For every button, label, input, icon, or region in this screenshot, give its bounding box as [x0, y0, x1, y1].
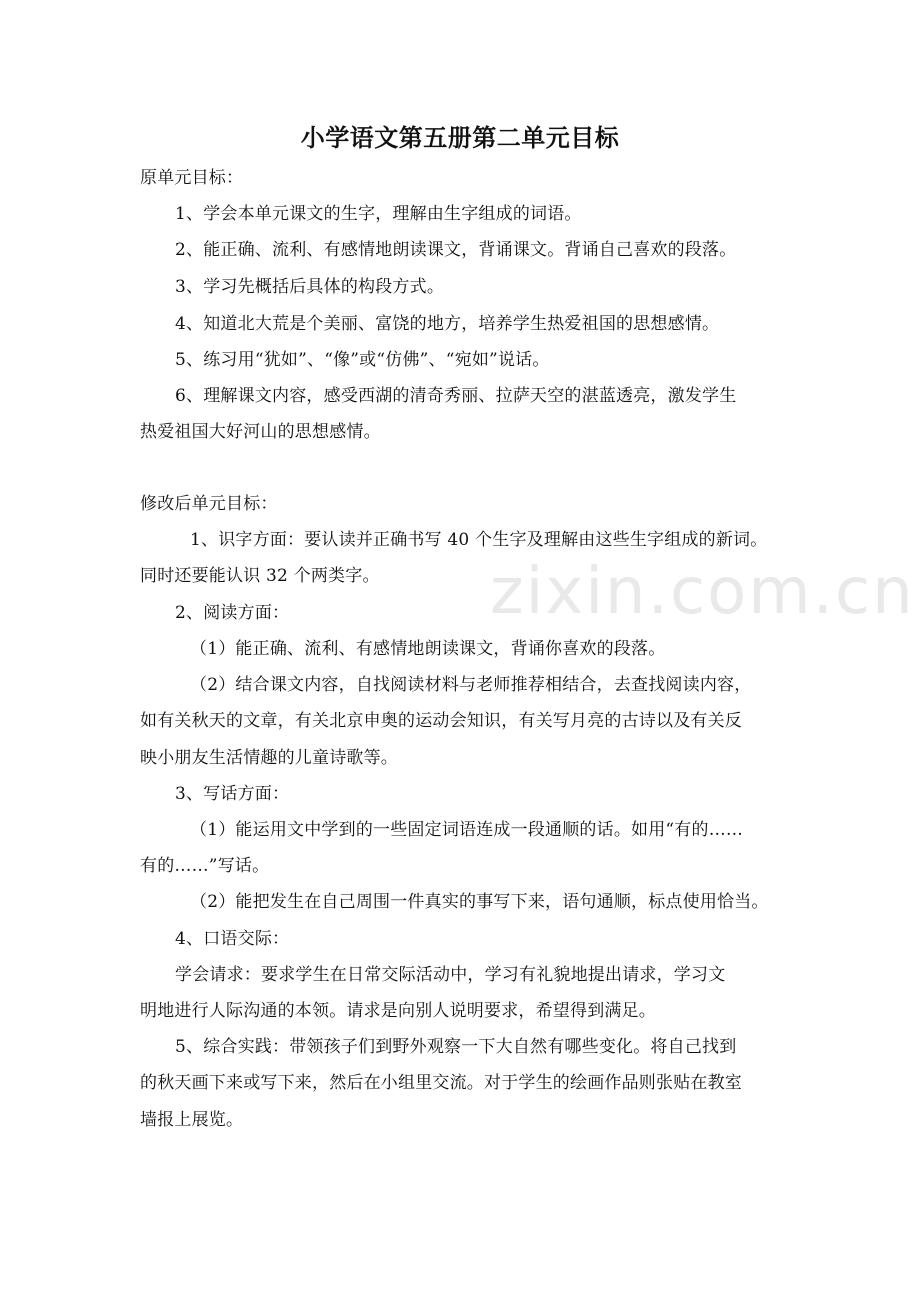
original-goal-3: 3、学习先概括后具体的构段方式。 [175, 277, 445, 297]
revised-practice-cont-a: 的秋天画下来或写下来，然后在小组里交流。对于学生的绘画作品则张贴在教室 [140, 1073, 742, 1093]
revised-speaking-text-cont: 明地进行人际沟通的本领。请求是向别人说明要求，希望得到满足。 [140, 1001, 656, 1021]
revised-reading-2-cont-b: 映小朋友生活情趣的儿童诗歌等。 [140, 748, 398, 768]
revised-reading-1: （1）能正确、流利、有感情地朗读课文，背诵你喜欢的段落。 [190, 639, 666, 659]
revised-speaking-text: 学会请求：要求学生在日常交际活动中，学习有礼貌地提出请求，学习文 [175, 965, 726, 985]
original-goal-6-cont: 热爱祖国大好河山的思想感情。 [140, 422, 381, 442]
original-goal-2: 2、能正确、流利、有感情地朗读课文，背诵课文。背诵自己喜欢的段落。 [175, 240, 737, 260]
original-goal-6: 6、理解课文内容，感受西湖的清奇秀丽、拉萨天空的湛蓝透亮，激发学生 [175, 386, 737, 406]
original-goal-1: 1、学会本单元课文的生字，理解由生字组成的词语。 [175, 204, 582, 224]
revised-goals-heading: 修改后单元目标： [140, 494, 278, 514]
revised-writing-1-cont: 有的……”写话。 [140, 856, 270, 876]
watermark: zixin.com.cn [490, 555, 915, 629]
original-goals-heading: 原单元目标： [140, 168, 244, 188]
revised-literacy: 1、识字方面：要认读并正确书写 40 个生字及理解由这些生字组成的新词。 [190, 530, 768, 550]
revised-speaking-heading: 4、口语交际： [175, 929, 290, 949]
revised-writing-1: （1）能运用文中学到的一些固定词语连成一段通顺的话。如用“有的…… [190, 820, 744, 840]
revised-reading-heading: 2、阅读方面： [175, 603, 290, 623]
revised-practice: 5、综合实践：带领孩子们到野外观察一下大自然有哪些变化。将自己找到 [175, 1037, 737, 1057]
original-goal-4: 4、知道北大荒是个美丽、富饶的地方，培养学生热爱祖国的思想感情。 [175, 314, 720, 334]
revised-literacy-cont: 同时还要能认识 32 个两类字。 [140, 566, 380, 586]
revised-writing-heading: 3、写话方面： [175, 784, 290, 804]
page-title: 小学语文第五册第二单元目标 [300, 123, 620, 152]
revised-practice-cont-b: 墙报上展览。 [140, 1110, 244, 1130]
revised-reading-2: （2）结合课文内容，自找阅读材料与老师推荐相结合，去查找阅读内容， [190, 675, 752, 695]
revised-reading-2-cont-a: 如有关秋天的文章，有关北京申奥的运动会知识，有关写月亮的古诗以及有关反 [140, 711, 742, 731]
original-goal-5: 5、练习用“犹如”、“像”或“仿佛”、“宛如”说话。 [175, 350, 550, 370]
revised-writing-2: （2）能把发生在自己周围一件真实的事写下来，语句通顺，标点使用恰当。 [190, 892, 769, 912]
